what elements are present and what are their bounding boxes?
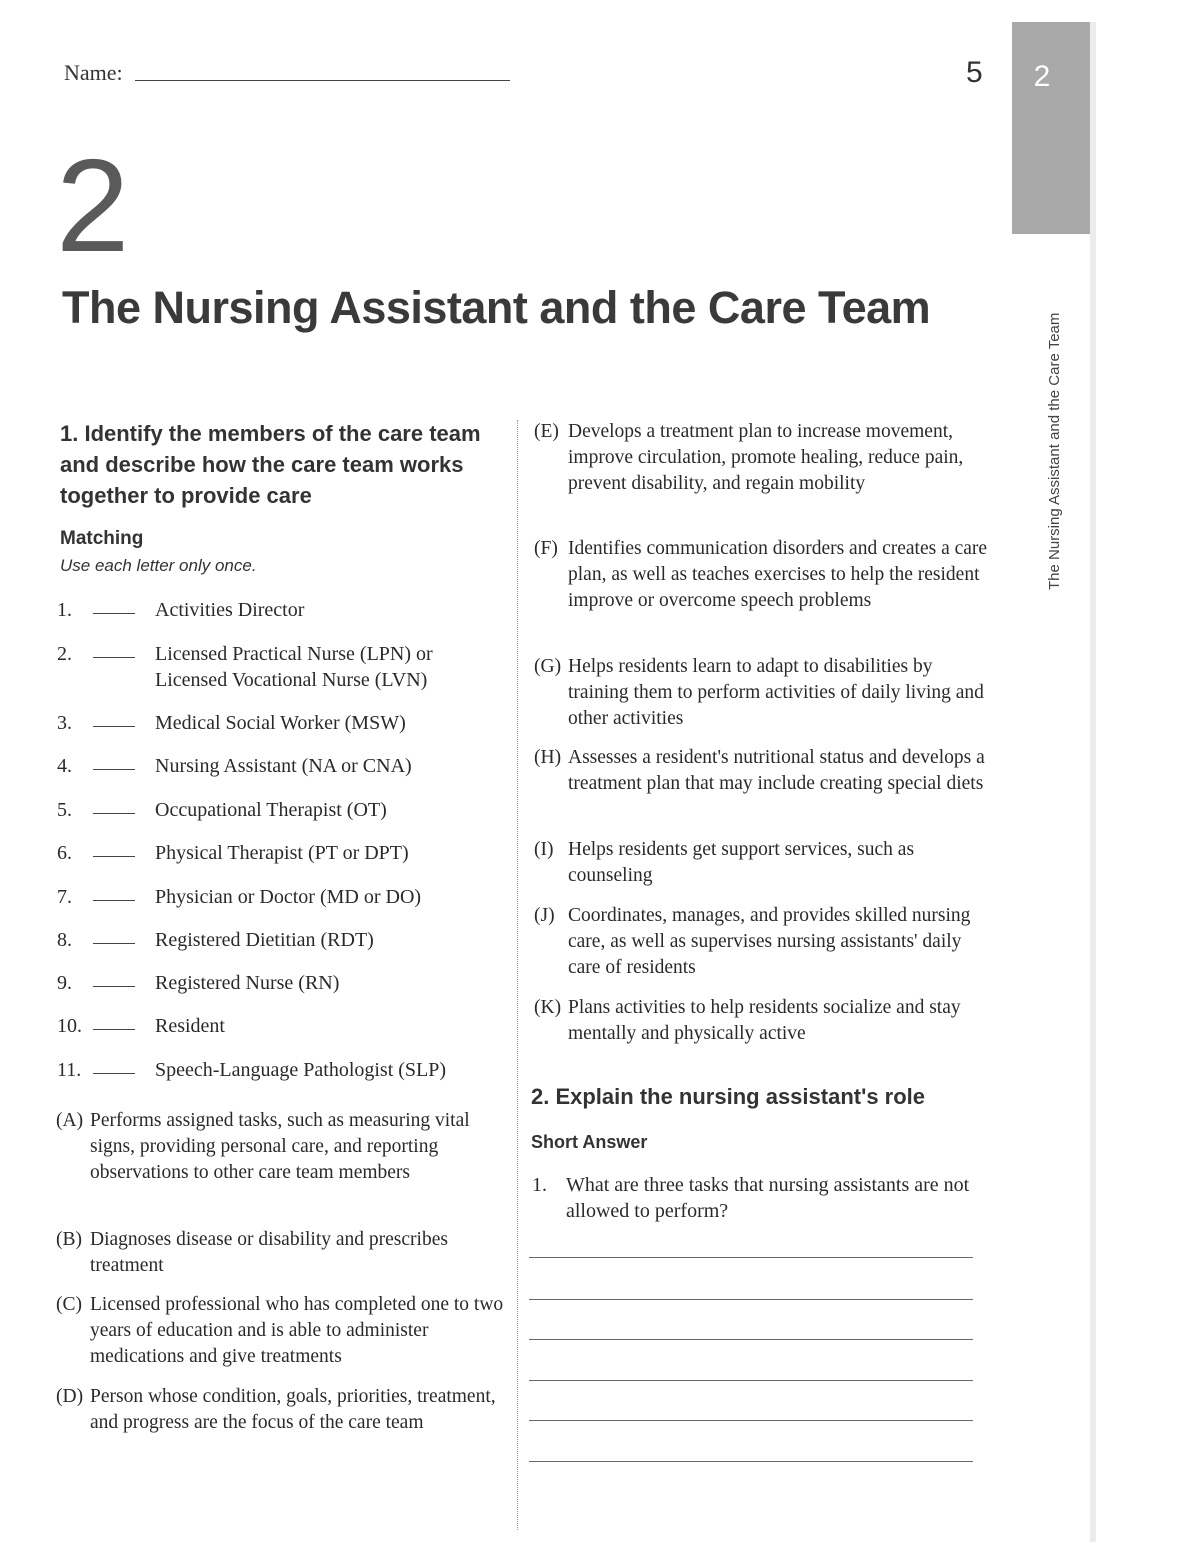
match-answer-blank[interactable] [93, 1073, 135, 1074]
match-item-text: Licensed Practical Nurse (LPN) or Licensed Vocational Nurse (LVN) [155, 643, 433, 691]
match-answer-blank[interactable] [93, 856, 135, 857]
definition-text: Person whose condition, goals, priorities, treatment, and progress are the focus of the care team [90, 1386, 496, 1433]
match-answer-blank[interactable] [93, 613, 135, 614]
match-item-number: 10. [57, 1015, 82, 1037]
match-item-number: 3. [57, 712, 72, 734]
definition-letter: (H) [534, 747, 562, 768]
matching-label: Matching [60, 528, 144, 549]
section-1-heading: 1. Identify the members of the care team and describe how the care team works together to provide care [60, 421, 481, 508]
match-answer-blank[interactable] [93, 813, 135, 814]
definition-text: Helps residents get support services, such as counseling [568, 839, 915, 886]
definition-text: Licensed professional who has completed one to two years of education and is able to administer medications and give treatments [90, 1294, 504, 1367]
definition-text: Coordinates, manages, and provides skilled nursing care, as well as supervises nursing assistants' daily care of residents [568, 905, 971, 978]
match-answer-blank[interactable] [93, 726, 135, 727]
match-item-number: 1. [57, 599, 72, 621]
definition-text: Helps residents learn to adapt to disabilities by training them to perform activities of daily living and other activities [568, 656, 984, 729]
match-item-number: 6. [57, 842, 72, 864]
match-answer-blank[interactable] [93, 1029, 135, 1030]
match-item-text: Physical Therapist (PT or DPT) [155, 842, 409, 864]
match-item-text: Physician or Doctor (MD or DO) [155, 886, 422, 908]
match-item-number: 9. [57, 972, 72, 994]
match-item-text: Resident [155, 1015, 225, 1037]
name-field[interactable] [135, 80, 510, 81]
definition-letter: (C) [56, 1294, 82, 1315]
definition-text: Performs assigned tasks, such as measuring vital signs, providing personal care, and reporting observations to other care team members [90, 1110, 470, 1183]
definition-text: Diagnoses disease or disability and prescribes treatment [90, 1229, 448, 1276]
answer-line[interactable] [529, 1257, 973, 1258]
side-chapter-title: The Nursing Assistant and the Care Team [1046, 312, 1063, 590]
section-2-heading: 2. Explain the nursing assistant's role [531, 1084, 926, 1109]
side-tab-number: 2 [1033, 60, 1051, 93]
definition-text: Identifies communication disorders and creates a care plan, as well as teaches exercises to help the resident improve or overcome speech problems [568, 538, 988, 611]
match-answer-blank[interactable] [93, 769, 135, 770]
page-number: 5 [966, 56, 983, 89]
short-answer-label: Short Answer [531, 1132, 648, 1152]
answer-line[interactable] [529, 1339, 973, 1340]
definition-letter: (E) [534, 421, 559, 442]
match-item-text: Medical Social Worker (MSW) [155, 712, 406, 734]
definition-text: Develops a treatment plan to increase movement, improve circulation, promote healing, reduce pain, prevent disability, and regain mobility [568, 421, 964, 494]
definition-letter: (D) [56, 1386, 84, 1407]
definition-text: Plans activities to help residents socialize and stay mentally and physically active [568, 997, 961, 1044]
question-number: 1. [532, 1174, 547, 1196]
answer-line[interactable] [529, 1380, 973, 1381]
definition-letter: (A) [56, 1110, 84, 1131]
chapter-number: 2 [56, 132, 130, 279]
match-item-number: 11. [57, 1059, 82, 1081]
name-row [64, 60, 123, 86]
match-item-number: 8. [57, 929, 72, 951]
name-label: Name: [64, 60, 123, 85]
match-item-text: Registered Nurse (RN) [155, 972, 340, 994]
match-answer-blank[interactable] [93, 657, 135, 658]
column-divider [517, 420, 518, 1530]
definition-letter: (F) [534, 538, 558, 559]
matching-instruction: Use each letter only once. [60, 556, 257, 575]
match-item-number: 5. [57, 799, 72, 821]
chapter-title: The Nursing Assistant and the Care Team [62, 282, 931, 333]
answer-line[interactable] [529, 1461, 973, 1462]
answer-line[interactable] [529, 1299, 973, 1300]
match-item-text: Occupational Therapist (OT) [155, 799, 387, 821]
question-text: What are three tasks that nursing assistants are not allowed to perform? [566, 1174, 970, 1222]
definition-letter: (I) [534, 839, 554, 860]
answer-line[interactable] [529, 1420, 973, 1421]
match-item-number: 2. [57, 643, 72, 665]
definition-letter: (B) [56, 1229, 82, 1250]
side-strip [1090, 22, 1096, 1542]
match-item-text: Nursing Assistant (NA or CNA) [155, 755, 412, 777]
match-item-number: 4. [57, 755, 72, 777]
definition-letter: (J) [534, 905, 555, 926]
definition-text: Assesses a resident's nutritional status and develops a treatment plan that may include creating special diets [568, 747, 985, 794]
match-answer-blank[interactable] [93, 986, 135, 987]
match-item-number: 7. [57, 886, 72, 908]
definition-letter: (K) [534, 997, 562, 1018]
definition-letter: (G) [534, 656, 562, 677]
match-answer-blank[interactable] [93, 900, 135, 901]
match-item-text: Activities Director [155, 599, 305, 621]
match-item-text: Registered Dietitian (RDT) [155, 929, 374, 951]
match-answer-blank[interactable] [93, 943, 135, 944]
match-item-text: Speech-Language Pathologist (SLP) [155, 1059, 447, 1081]
chapter-side-tab [1012, 22, 1095, 234]
